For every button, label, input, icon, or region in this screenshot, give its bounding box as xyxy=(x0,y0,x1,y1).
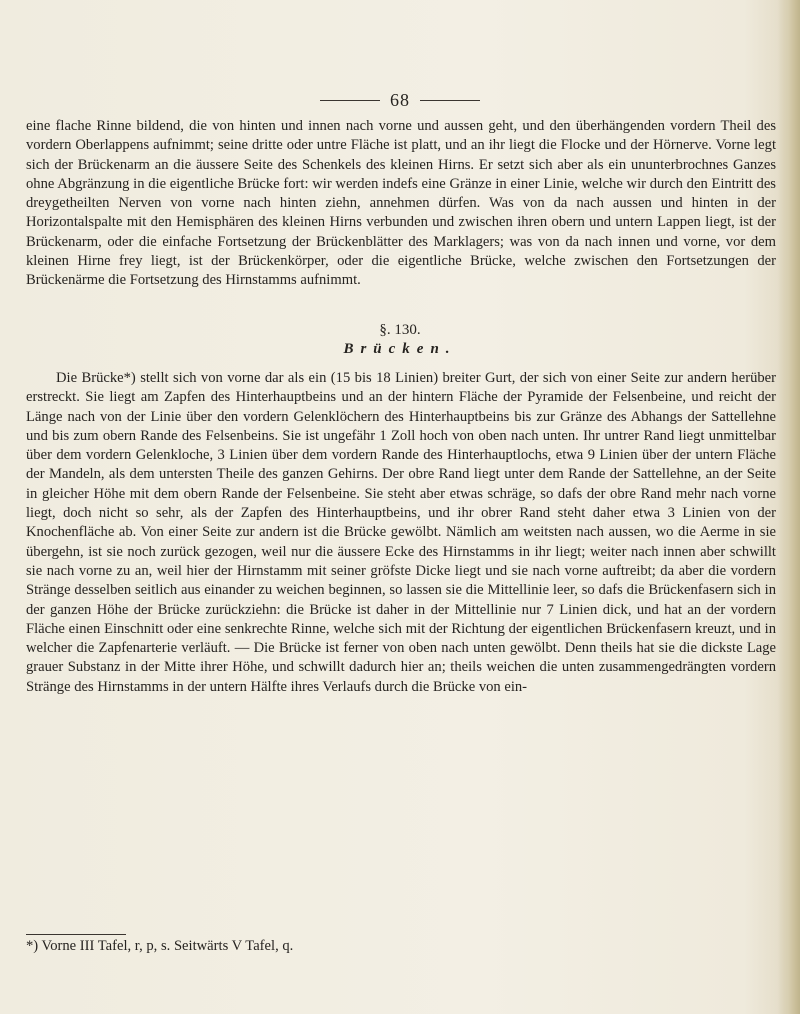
body-paragraph-1: eine flache Rinne bildend, die von hinten und innen nach vorne und aussen geht, und den überhängenden vordern Theil des vordern Oberlappens aufnimmt; seine dritte oder untre Fläche ist platt, und an ihr liegt die Flocke und der Hörnerve. Vorne legt sich der Brückenarm an die äussere Seite des Schenkels des kleinen Hirns. Er setzt sich aber als ein ununterbrochnes Ganzes ohne Abgränzung in die eigentliche Brücke fort: wir werden indefs eine Gränze in einer Linie, welche wir durch den Eintritt des dreygetheilten Nerven von vorne nach hinten ziehn, annehmen dürfen. Was von da nach aussen und hinten in der Horizontalspalte mit den Hemisphären des kleinen Hirns verbunden und zwischen ihren obern und untern Lappen liegt, ist der Brückenarm, oder die einfache Fortsetzung der Brückenblätter des Marklagers; was von da nach innen und vorne, vor dem kleinen Hirne frey liegt, ist der Brückenkörper, oder die eigentliche Brücke, welche zwischen den Fortsetzungen der Brückenärme die Fortsetzung des Hirnstamms aufnimmt. xyxy=(26,118,776,289)
body-paragraph-2: Die Brücke*) stellt sich von vorne dar als ein (15 bis 18 Linien) breiter Gurt, der sich von einer Seite zur andern herüber erstreckt. Sie liegt am Zapfen des Hinterhauptbeins und an der hintern Fläche der Pyramide der Felsenbeine, und reicht der Länge nach von der Linie über den vordern Gelenklöchern des Hinterhauptbeins bis zur Gränze des Abhangs der Sattellehne und bis zum obern Rande des Felsenbeins. Sie ist ungefähr 1 Zoll hoch von oben nach unten. Ihr untrer Rand liegt unmittelbar über dem vordern Gelenkloche, 3 Linien über dem vordern Rande des Hinterhauptlochs, etwa 9 Linien über der untern Fläche der Mandeln, als dem untersten Theile des ganzen Gehirns. Der obre Rand liegt unter dem Rande der Sattellehne, an der Seite in gleicher Höhe mit dem obern Rande der Felsenbeine. Sie steht aber etwas schräge, so dafs der obre Rand mehr nach vorne liegt, doch nicht so sehr, als der Zapfen des Hinterhauptbeins, und ihr obrer Rand steht daher etwa 3 Linien von der Knochenfläche ab. Von einer Seite zur andern ist die Brücke gewölbt. Nämlich am weitsten nach aussen, wo die Aerme in sie übergehn, ist sie noch zurück gezogen, weil nur die äussere Ecke des Hirnstamms in ihr liegt; weiter nach innen aber schwillt sie nach vorne zu an, weil hier der Hirnstamm mit seiner gröfste Dicke liegt und sie nach vorne auftreibt; da aber die vordern Stränge desselben seitlich aus einander zu weichen beginnen, so lassen sie die Mittellinie leer, so dafs die Brückenfasern sich in der ganzen Höhe der Brücke zurückziehn: die Brücke ist daher in der Mittellinie nur 7 Linien dick, und hat an der vordern Fläche einen Einschnitt oder eine senkrechte Rinne, welche sich mit der Richtung der eigentlichen Brückenfasern kreuzt, und in welcher die Zapfenarterie verläuft. — Die Brücke ist ferner von oben nach unten gewölbt. Denn theils hat sie die dickste Lage grauer Substanz in der Mitte ihrer Höhe, und schwillt dadurch hier an; theils weichen die unten zusammengedrängten vordern Stränge des Hirnstamms in der untern Hälfte ihres Verlaufs durch die Brücke von ein- xyxy=(26,370,776,695)
page-number: 68 xyxy=(390,89,410,110)
page-edge-shadow xyxy=(778,0,800,1014)
footnote-divider xyxy=(26,934,126,935)
header-rule-left xyxy=(320,100,380,101)
page-header xyxy=(0,90,800,110)
section-title: Brücken. xyxy=(343,341,457,357)
footnote: *) Vorne III Tafel, r, p, s. Seitwärts V Tafel, q. xyxy=(26,938,294,954)
header-rule-right xyxy=(420,100,480,101)
section-number: §. 130. xyxy=(379,322,421,338)
